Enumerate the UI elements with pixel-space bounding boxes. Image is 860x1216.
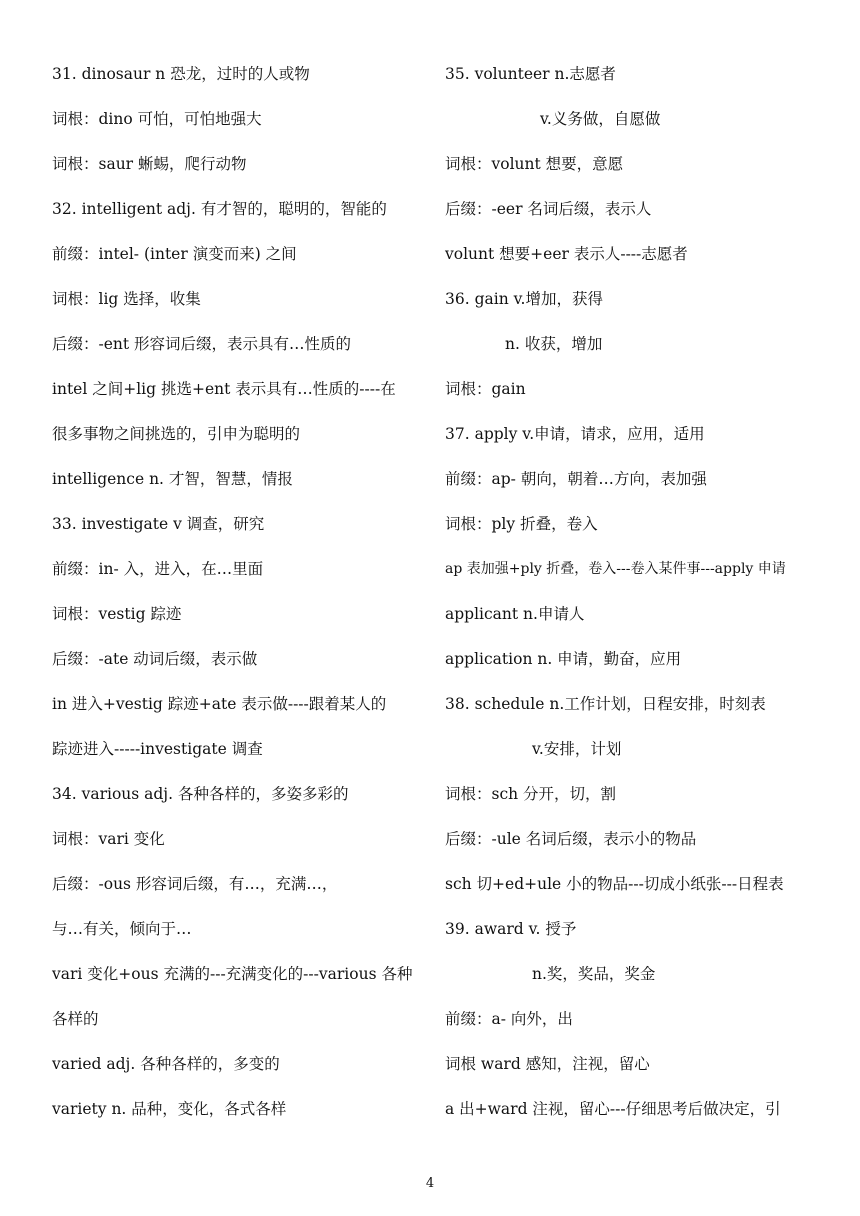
entry-line: 词根：volunt 想要，意愿 [445, 155, 624, 173]
entry-line: 与…有关，倾向于… [52, 920, 192, 938]
entry-line: 很多事物之间挑选的，引申为聪明的 [52, 425, 301, 443]
entry-line: volunt 想要+eer 表示人----志愿者 [445, 245, 688, 263]
entry-line: variety n. 品种，变化，各式各样 [52, 1100, 287, 1118]
entry-line: 后缀：-ous 形容词后缀，有…，充满…， [52, 875, 338, 893]
entry-line: 后缀：-ent 形容词后缀，表示具有…性质的 [52, 335, 352, 353]
entry-line: 前缀：intel- (inter 演变而来) 之间 [52, 245, 297, 263]
entry-line: 词根：dino 可怕，可怕地强大 [52, 110, 262, 128]
entry-line: sch 切+ed+ule 小的物品---切成小纸张---日程表 [445, 875, 784, 893]
entry-line: 前缀：a- 向外，出 [445, 1010, 573, 1028]
entry-line: 32. intelligent adj. 有才智的，聪明的，智能的 [52, 200, 387, 218]
entry-line: 后缀：-eer 名词后缀，表示人 [445, 200, 652, 218]
entry-line: n.奖，奖品，奖金 [532, 965, 656, 983]
entry-line: 词根：sch 分开，切，割 [445, 785, 617, 803]
entry-line: 33. investigate v 调查，研究 [52, 515, 265, 533]
entry-line: v.安排，计划 [532, 740, 622, 758]
entry-line: 39. award v. 授予 [445, 920, 577, 938]
entry-line: 词根：lig 选择，收集 [52, 290, 201, 308]
entry-line: 词根：vari 变化 [52, 830, 165, 848]
entry-line: 31. dinosaur n 恐龙，过时的人或物 [52, 65, 310, 83]
entry-line: intelligence n. 才智，智慧，情报 [52, 470, 293, 488]
entry-line: application n. 申请，勤奋，应用 [445, 650, 682, 668]
entry-line: ap 表加强+ply 折叠，卷入---卷入某件事---apply 申请 [445, 561, 786, 577]
entry-line: 后缀：-ule 名词后缀，表示小的物品 [445, 830, 697, 848]
entry-line: 踪迹进入-----investigate 调查 [52, 740, 263, 758]
entry-line: 35. volunteer n.志愿者 [445, 65, 616, 83]
entry-line: 34. various adj. 各种各样的，多姿多彩的 [52, 785, 349, 803]
left-column [52, 52, 424, 1132]
page-number: 4 [425, 1176, 435, 1191]
entry-line: 前缀：ap- 朝向，朝着…方向，表加强 [445, 470, 707, 488]
entry-line: 词根 ward 感知，注视，留心 [445, 1055, 650, 1073]
entry-line: 后缀：-ate 动词后缀，表示做 [52, 650, 258, 668]
entry-line: 词根：ply 折叠，卷入 [445, 515, 598, 533]
entry-line: 前缀：in- 入，进入，在…里面 [52, 560, 264, 578]
right-column [445, 52, 817, 1132]
entry-line: 词根：gain [445, 380, 526, 398]
entry-line: intel 之间+lig 挑选+ent 表示具有…性质的----在 [52, 380, 396, 398]
entry-line: in 进入+vestig 踪迹+ate 表示做----跟着某人的 [52, 695, 387, 713]
entry-line: vari 变化+ous 充满的---充满变化的---various 各种 [52, 965, 413, 983]
entry-line: v.义务做，自愿做 [540, 110, 661, 128]
entry-line: varied adj. 各种各样的，多变的 [52, 1055, 280, 1073]
entry-line: 词根：vestig 踪迹 [52, 605, 182, 623]
entry-line: n. 收获，增加 [505, 335, 603, 353]
entry-line: 36. gain v.增加，获得 [445, 290, 603, 308]
entry-line: 38. schedule n.工作计划，日程安排，时刻表 [445, 695, 766, 713]
entry-line: 各样的 [52, 1010, 99, 1028]
entry-line: a 出+ward 注视，留心---仔细思考后做决定，引 [445, 1100, 781, 1118]
entry-line: applicant n.申请人 [445, 605, 585, 623]
entry-line: 37. apply v.申请，请求，应用，适用 [445, 425, 705, 443]
entry-line: 词根：saur 蜥蜴，爬行动物 [52, 155, 247, 173]
